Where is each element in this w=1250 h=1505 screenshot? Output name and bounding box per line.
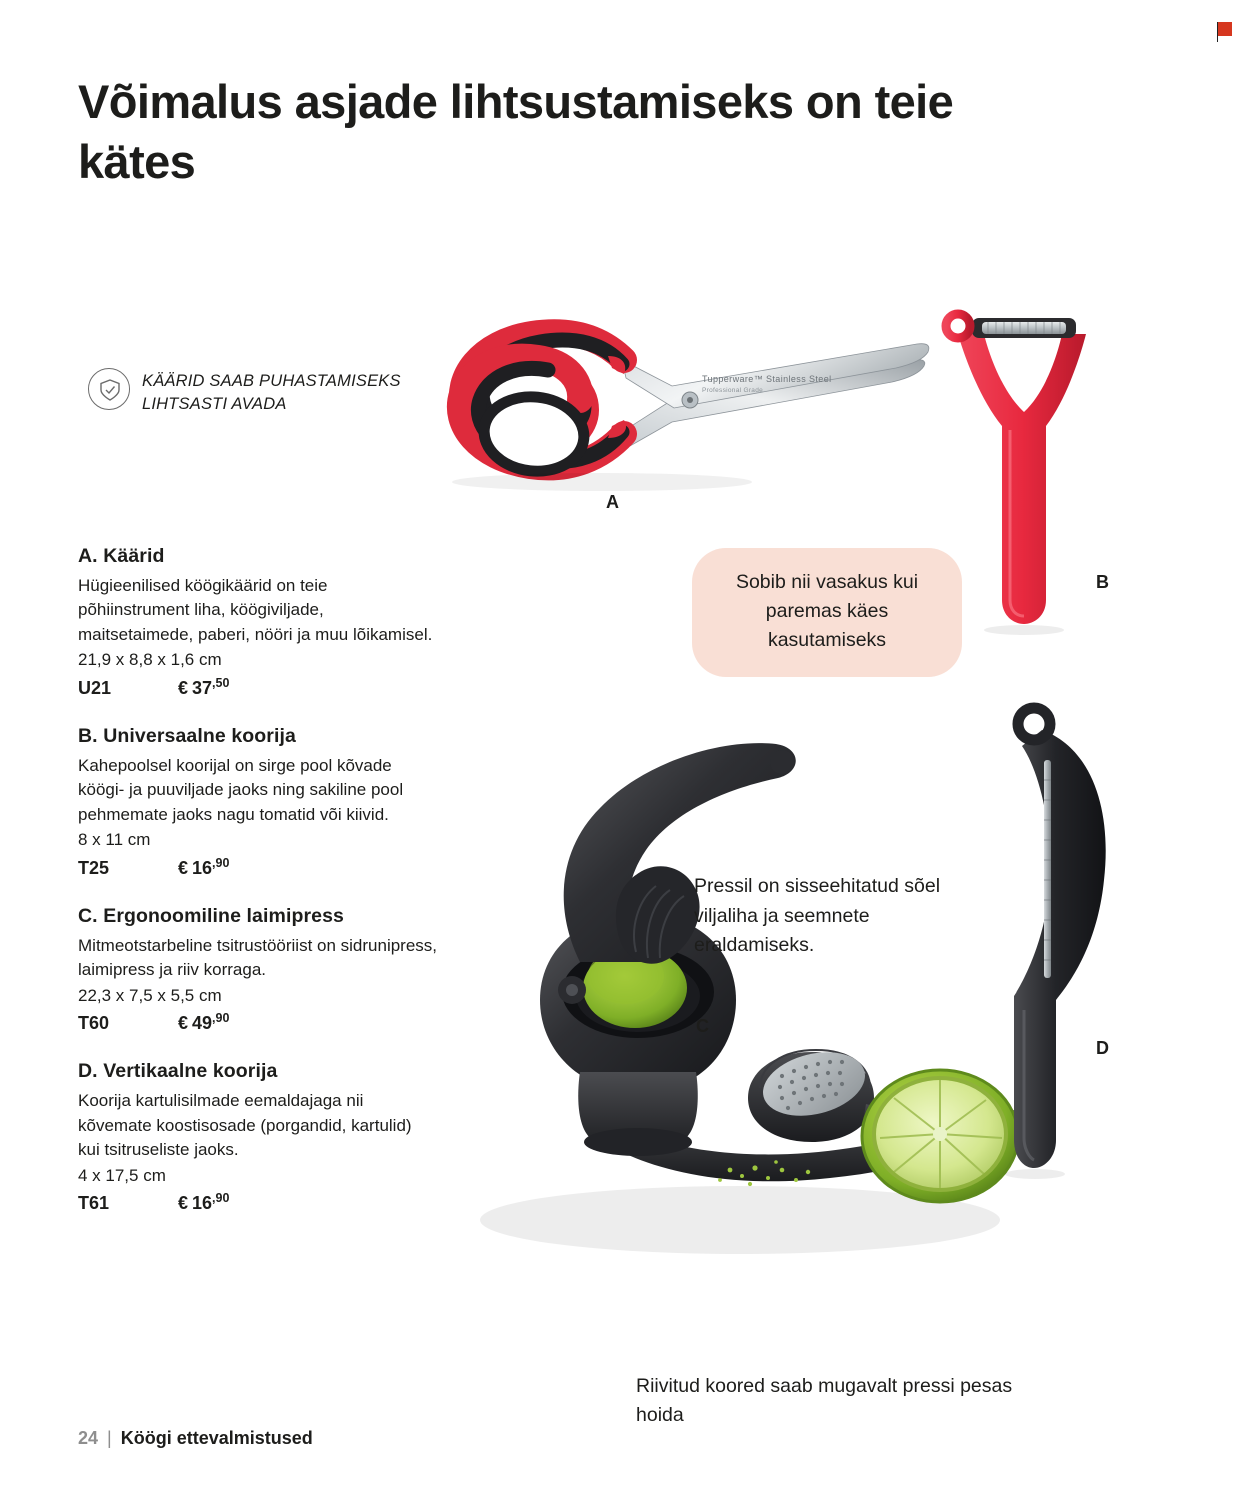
product-item-b [78, 725, 438, 879]
product-dimensions: 21,9 x 8,8 x 1,6 cm [78, 650, 222, 670]
svg-text:Professional Grade: Professional Grade [702, 387, 764, 394]
product-code: U21 [78, 677, 112, 698]
product-dimensions: 8 x 11 cm [78, 830, 151, 850]
price-cents: ,90 [212, 1191, 230, 1206]
product-price-row [78, 856, 438, 879]
product-title: B. Universaalne koorija [78, 724, 296, 747]
svg-text:Tupperware™ Stainless Steel: Tupperware™ Stainless Steel [702, 374, 832, 384]
product-price [178, 1011, 229, 1034]
product-description: Koorija kartulisilmade eemaldajaga nii kõvemate koostisosade (porgandid, kartulid) kui tsitruseliste jaoks. [78, 1091, 412, 1160]
letter-label-d: D [1096, 1038, 1109, 1058]
price-whole: 49 [192, 1013, 213, 1034]
page-title: Võimalus asjade lihtsustamiseks on teie kätes [78, 75, 954, 188]
product-item-a [78, 545, 438, 699]
product-price [178, 676, 229, 699]
footer-separator: | [107, 1428, 112, 1448]
price-cents: ,90 [212, 1011, 230, 1026]
product-title: C. Ergonoomiline laimipress [78, 904, 345, 927]
product-price [178, 1191, 229, 1214]
page-number: 24 [78, 1428, 99, 1448]
product-code: T61 [78, 1193, 110, 1214]
footer-section-title: Köögi ettevalmistused [120, 1428, 313, 1448]
product-title: D. Vertikaalne koorija [78, 1060, 278, 1083]
image-lime-press [430, 700, 1050, 1320]
price-whole: 16 [192, 857, 213, 878]
shield-check-icon [88, 368, 130, 410]
price-cents: ,50 [212, 675, 230, 690]
product-dimensions: 22,3 x 7,5 x 5,5 cm [78, 985, 222, 1005]
product-price [178, 856, 229, 879]
currency-symbol: € [178, 1013, 189, 1034]
letter-label-b: B [1096, 572, 1109, 592]
page-footer [78, 1428, 313, 1449]
currency-symbol: € [178, 857, 189, 878]
scissors-note-text: KÄÄRID SAAB PUHASTAMISEKS LIHTSASTI AVADA [142, 372, 401, 414]
product-price-row [78, 1011, 438, 1034]
callout-bubble: Sobib nii vasakus kui paremas käes kasutamiseks [692, 548, 962, 677]
price-whole: 16 [192, 1193, 213, 1214]
press-note: Pressil on sisseehitatud sõel viljaliha ja seemnete eraldamiseks. [694, 875, 941, 957]
price-whole: 37 [192, 677, 213, 698]
image-vertical-peeler [1000, 700, 1130, 1180]
product-dimensions: 4 x 17,5 cm [78, 1165, 166, 1185]
corner-crop-mark [1210, 22, 1232, 44]
bottom-caption: Riivitud koored saab mugavalt pressi pesas hoida [636, 1375, 1013, 1427]
product-code: T25 [78, 857, 110, 878]
product-item-d [78, 1060, 438, 1214]
letter-label-a: A [606, 492, 619, 512]
image-kitchen-scissors [372, 282, 940, 512]
crop-square [1218, 22, 1232, 36]
scissors-note [88, 368, 418, 417]
product-price-row [78, 676, 438, 699]
product-title: A. Käärid [78, 545, 165, 567]
product-description: Kahepoolsel koorijal on sirge pool kõvade köögi- ja puuviljade jaoks ning sakiline pool pehmemate jaoks nagu tomatid või kiivid. [78, 755, 404, 824]
letter-label-c: C [696, 1016, 709, 1036]
currency-symbol: € [178, 1193, 189, 1214]
product-description: Hügieenilised köögikäärid on teie põhiinstrument liha, köögiviljade, maitsetaimede, paberi, nööri ja muu lõikamisel. [78, 576, 433, 644]
product-list [78, 545, 438, 1240]
price-cents: ,90 [212, 855, 230, 870]
currency-symbol: € [178, 677, 189, 698]
product-price-row [78, 1191, 438, 1214]
product-item-c [78, 905, 438, 1034]
product-code: T60 [78, 1013, 110, 1034]
product-description: Mitmeotstarbeline tsitrustööriist on sidrunipress, laimipress ja riiv korraga. [78, 935, 438, 980]
